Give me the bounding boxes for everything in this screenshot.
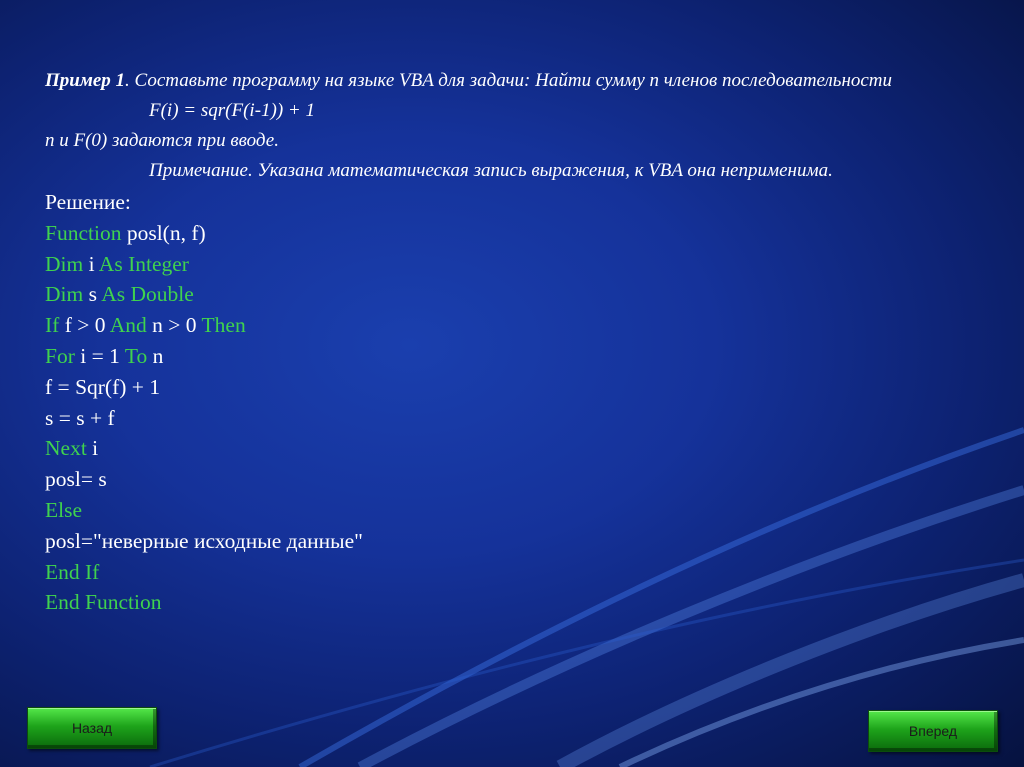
code-line: posl= s xyxy=(45,467,107,492)
solution-label: Решение: xyxy=(45,190,131,214)
task-remark: Примечание. Указана математическая запись выражения, к VBA она неприменима. xyxy=(149,160,833,181)
code-lines xyxy=(45,218,995,618)
code-line: For i = 1 To n xyxy=(45,343,164,368)
slide-content xyxy=(45,66,995,618)
code-line: If f > 0 And n > 0 Then xyxy=(45,313,246,338)
task-input-note: n и F(0) задаются при вводе. xyxy=(45,130,279,151)
code-line: posl="неверные исходные данные" xyxy=(45,528,363,553)
task-text: . Составьте программу на языке VBA для задачи: Найти сумму n членов последовательности xyxy=(125,70,893,91)
task-label: Пример 1 xyxy=(45,70,126,91)
code-line: End Function xyxy=(45,590,162,615)
task-formula: F(i) = sqr(F(i-1)) + 1 xyxy=(149,100,315,121)
code-block xyxy=(45,187,995,618)
code-line: Dim s As Double xyxy=(45,282,194,307)
code-line: s = s + f xyxy=(45,405,115,430)
code-line: Next i xyxy=(45,436,99,461)
code-line: End If xyxy=(45,559,100,584)
back-button[interactable]: Назад xyxy=(27,707,157,749)
code-line: Function posl(n, f) xyxy=(45,220,206,245)
code-line: Dim i As Integer xyxy=(45,251,189,276)
next-button[interactable]: Вперед xyxy=(868,710,998,752)
code-line: f = Sqr(f) + 1 xyxy=(45,374,161,399)
code-line: Else xyxy=(45,497,83,522)
task-statement xyxy=(45,66,995,96)
